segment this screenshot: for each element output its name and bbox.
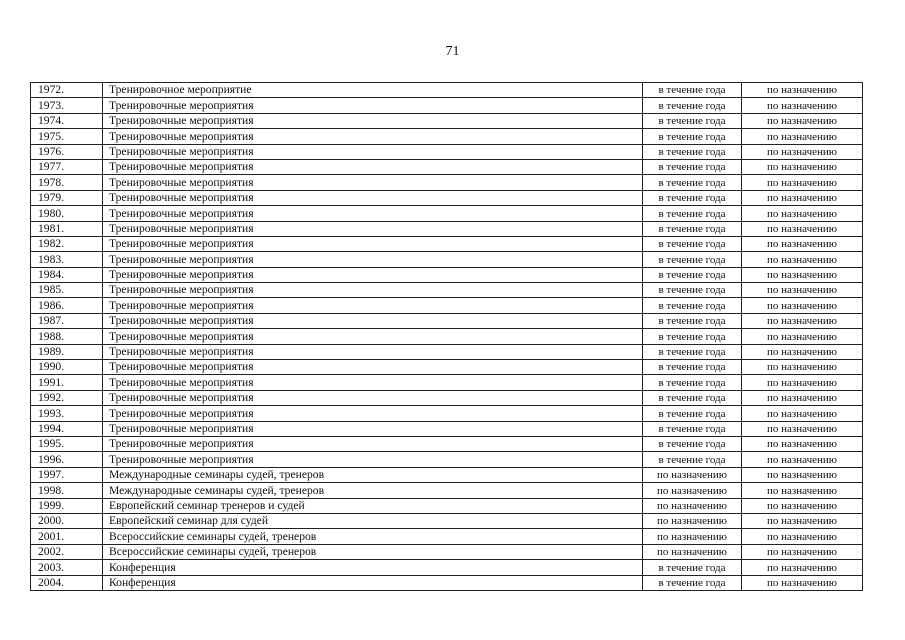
table-row — [31, 575, 863, 590]
event-name-cell: Конференция — [103, 560, 643, 575]
event-name-cell: Тренировочные мероприятия — [103, 113, 643, 128]
assignment-cell: по назначению — [742, 236, 863, 251]
timing-cell: по назначению — [643, 498, 742, 513]
timing-cell: в течение года — [643, 390, 742, 405]
timing-cell: по назначению — [643, 467, 742, 482]
timing-cell: в течение года — [643, 406, 742, 421]
table-row — [31, 144, 863, 159]
table-row — [31, 98, 863, 113]
row-number-cell: 2002. — [31, 544, 103, 559]
assignment-cell: по назначению — [742, 175, 863, 190]
table-row — [31, 452, 863, 467]
event-name-cell: Тренировочные мероприятия — [103, 190, 643, 205]
event-name-cell: Тренировочные мероприятия — [103, 144, 643, 159]
event-name-cell: Тренировочные мероприятия — [103, 98, 643, 113]
row-number-cell: 1988. — [31, 329, 103, 344]
row-number-cell: 1990. — [31, 360, 103, 375]
event-name-cell: Всероссийские семинары судей, тренеров — [103, 529, 643, 544]
table-row — [31, 190, 863, 205]
assignment-cell: по назначению — [742, 206, 863, 221]
event-name-cell: Тренировочные мероприятия — [103, 313, 643, 328]
assignment-cell: по назначению — [742, 221, 863, 236]
table-row — [31, 360, 863, 375]
timing-cell: в течение года — [643, 344, 742, 359]
table-row — [31, 406, 863, 421]
event-name-cell: Тренировочные мероприятия — [103, 375, 643, 390]
assignment-cell: по назначению — [742, 560, 863, 575]
table-row — [31, 375, 863, 390]
event-name-cell: Международные семинары судей, тренеров — [103, 467, 643, 482]
table-row — [31, 113, 863, 128]
timing-cell: в течение года — [643, 113, 742, 128]
assignment-cell: по назначению — [742, 283, 863, 298]
timing-cell: в течение года — [643, 329, 742, 344]
assignment-cell: по назначению — [742, 452, 863, 467]
assignment-cell: по назначению — [742, 329, 863, 344]
row-number-cell: 1992. — [31, 390, 103, 405]
event-name-cell: Тренировочные мероприятия — [103, 159, 643, 174]
assignment-cell: по назначению — [742, 113, 863, 128]
timing-cell: в течение года — [643, 221, 742, 236]
timing-cell: в течение года — [643, 575, 742, 590]
timing-cell: в течение года — [643, 267, 742, 282]
event-name-cell: Европейский семинар тренеров и судей — [103, 498, 643, 513]
table-row — [31, 421, 863, 436]
table-row — [31, 206, 863, 221]
row-number-cell: 1986. — [31, 298, 103, 313]
assignment-cell: по назначению — [742, 190, 863, 205]
event-name-cell: Тренировочные мероприятия — [103, 344, 643, 359]
assignment-cell: по назначению — [742, 344, 863, 359]
event-name-cell: Тренировочные мероприятия — [103, 252, 643, 267]
assignment-cell: по назначению — [742, 436, 863, 451]
timing-cell: в течение года — [643, 452, 742, 467]
row-number-cell: 1997. — [31, 467, 103, 482]
assignment-cell: по назначению — [742, 83, 863, 98]
assignment-cell: по назначению — [742, 159, 863, 174]
table-row — [31, 467, 863, 482]
timing-cell: по назначению — [643, 483, 742, 498]
table-row — [31, 544, 863, 559]
row-number-cell: 1981. — [31, 221, 103, 236]
event-name-cell: Тренировочные мероприятия — [103, 421, 643, 436]
timing-cell: по назначению — [643, 513, 742, 528]
timing-cell: в течение года — [643, 144, 742, 159]
event-name-cell: Тренировочные мероприятия — [103, 360, 643, 375]
assignment-cell: по назначению — [742, 298, 863, 313]
table-row — [31, 129, 863, 144]
row-number-cell: 1994. — [31, 421, 103, 436]
table-row — [31, 390, 863, 405]
event-name-cell: Тренировочные мероприятия — [103, 206, 643, 221]
row-number-cell: 1976. — [31, 144, 103, 159]
assignment-cell: по назначению — [742, 313, 863, 328]
event-name-cell: Тренировочные мероприятия — [103, 283, 643, 298]
timing-cell: в течение года — [643, 190, 742, 205]
table-row — [31, 498, 863, 513]
event-name-cell: Международные семинары судей, тренеров — [103, 483, 643, 498]
assignment-cell: по назначению — [742, 129, 863, 144]
table-row — [31, 436, 863, 451]
assignment-cell: по назначению — [742, 98, 863, 113]
row-number-cell: 1978. — [31, 175, 103, 190]
event-name-cell: Тренировочные мероприятия — [103, 236, 643, 251]
event-name-cell: Тренировочные мероприятия — [103, 129, 643, 144]
row-number-cell: 2000. — [31, 513, 103, 528]
event-name-cell: Тренировочные мероприятия — [103, 298, 643, 313]
table-row — [31, 298, 863, 313]
assignment-cell: по назначению — [742, 252, 863, 267]
row-number-cell: 1974. — [31, 113, 103, 128]
row-number-cell: 2004. — [31, 575, 103, 590]
assignment-cell: по назначению — [742, 421, 863, 436]
timing-cell: в течение года — [643, 436, 742, 451]
table-row — [31, 221, 863, 236]
table-row — [31, 329, 863, 344]
timing-cell: в течение года — [643, 252, 742, 267]
assignment-cell: по назначению — [742, 498, 863, 513]
timing-cell: в течение года — [643, 375, 742, 390]
event-name-cell: Всероссийские семинары судей, тренеров — [103, 544, 643, 559]
row-number-cell: 1998. — [31, 483, 103, 498]
assignment-cell: по назначению — [742, 575, 863, 590]
table-row — [31, 344, 863, 359]
table-row — [31, 83, 863, 98]
row-number-cell: 1985. — [31, 283, 103, 298]
row-number-cell: 1991. — [31, 375, 103, 390]
events-table-body — [31, 83, 863, 591]
row-number-cell: 1973. — [31, 98, 103, 113]
timing-cell: в течение года — [643, 421, 742, 436]
row-number-cell: 1975. — [31, 129, 103, 144]
row-number-cell: 1993. — [31, 406, 103, 421]
table-row — [31, 236, 863, 251]
event-name-cell: Тренировочные мероприятия — [103, 329, 643, 344]
events-table — [30, 82, 863, 591]
timing-cell: в течение года — [643, 313, 742, 328]
table-row — [31, 313, 863, 328]
timing-cell: по назначению — [643, 529, 742, 544]
assignment-cell: по назначению — [742, 360, 863, 375]
row-number-cell: 1987. — [31, 313, 103, 328]
event-name-cell: Тренировочные мероприятия — [103, 390, 643, 405]
timing-cell: в течение года — [643, 83, 742, 98]
event-name-cell: Тренировочные мероприятия — [103, 221, 643, 236]
assignment-cell: по назначению — [742, 529, 863, 544]
timing-cell: в течение года — [643, 129, 742, 144]
timing-cell: в течение года — [643, 98, 742, 113]
table-row — [31, 483, 863, 498]
row-number-cell: 1984. — [31, 267, 103, 282]
timing-cell: в течение года — [643, 298, 742, 313]
row-number-cell: 1982. — [31, 236, 103, 251]
timing-cell: в течение года — [643, 283, 742, 298]
timing-cell: в течение года — [643, 360, 742, 375]
assignment-cell: по назначению — [742, 267, 863, 282]
timing-cell: по назначению — [643, 544, 742, 559]
assignment-cell: по назначению — [742, 390, 863, 405]
timing-cell: в течение года — [643, 159, 742, 174]
assignment-cell: по назначению — [742, 544, 863, 559]
row-number-cell: 2001. — [31, 529, 103, 544]
row-number-cell: 1980. — [31, 206, 103, 221]
assignment-cell: по назначению — [742, 483, 863, 498]
event-name-cell: Тренировочные мероприятия — [103, 452, 643, 467]
assignment-cell: по назначению — [742, 375, 863, 390]
table-row — [31, 283, 863, 298]
page-number: 71 — [445, 44, 460, 59]
event-name-cell: Конференция — [103, 575, 643, 590]
timing-cell: в течение года — [643, 175, 742, 190]
event-name-cell: Тренировочные мероприятия — [103, 436, 643, 451]
assignment-cell: по назначению — [742, 144, 863, 159]
event-name-cell: Тренировочное мероприятие — [103, 83, 643, 98]
event-name-cell: Тренировочные мероприятия — [103, 267, 643, 282]
row-number-cell: 1999. — [31, 498, 103, 513]
row-number-cell: 2003. — [31, 560, 103, 575]
timing-cell: в течение года — [643, 236, 742, 251]
row-number-cell: 1989. — [31, 344, 103, 359]
table-row — [31, 513, 863, 528]
row-number-cell: 1979. — [31, 190, 103, 205]
row-number-cell: 1996. — [31, 452, 103, 467]
timing-cell: в течение года — [643, 206, 742, 221]
assignment-cell: по назначению — [742, 513, 863, 528]
assignment-cell: по назначению — [742, 467, 863, 482]
row-number-cell: 1972. — [31, 83, 103, 98]
event-name-cell: Тренировочные мероприятия — [103, 406, 643, 421]
timing-cell: в течение года — [643, 560, 742, 575]
table-row — [31, 252, 863, 267]
table-row — [31, 175, 863, 190]
row-number-cell: 1977. — [31, 159, 103, 174]
table-row — [31, 529, 863, 544]
table-row — [31, 159, 863, 174]
assignment-cell: по назначению — [742, 406, 863, 421]
table-row — [31, 560, 863, 575]
row-number-cell: 1995. — [31, 436, 103, 451]
event-name-cell: Европейский семинар для судей — [103, 513, 643, 528]
event-name-cell: Тренировочные мероприятия — [103, 175, 643, 190]
table-row — [31, 267, 863, 282]
row-number-cell: 1983. — [31, 252, 103, 267]
